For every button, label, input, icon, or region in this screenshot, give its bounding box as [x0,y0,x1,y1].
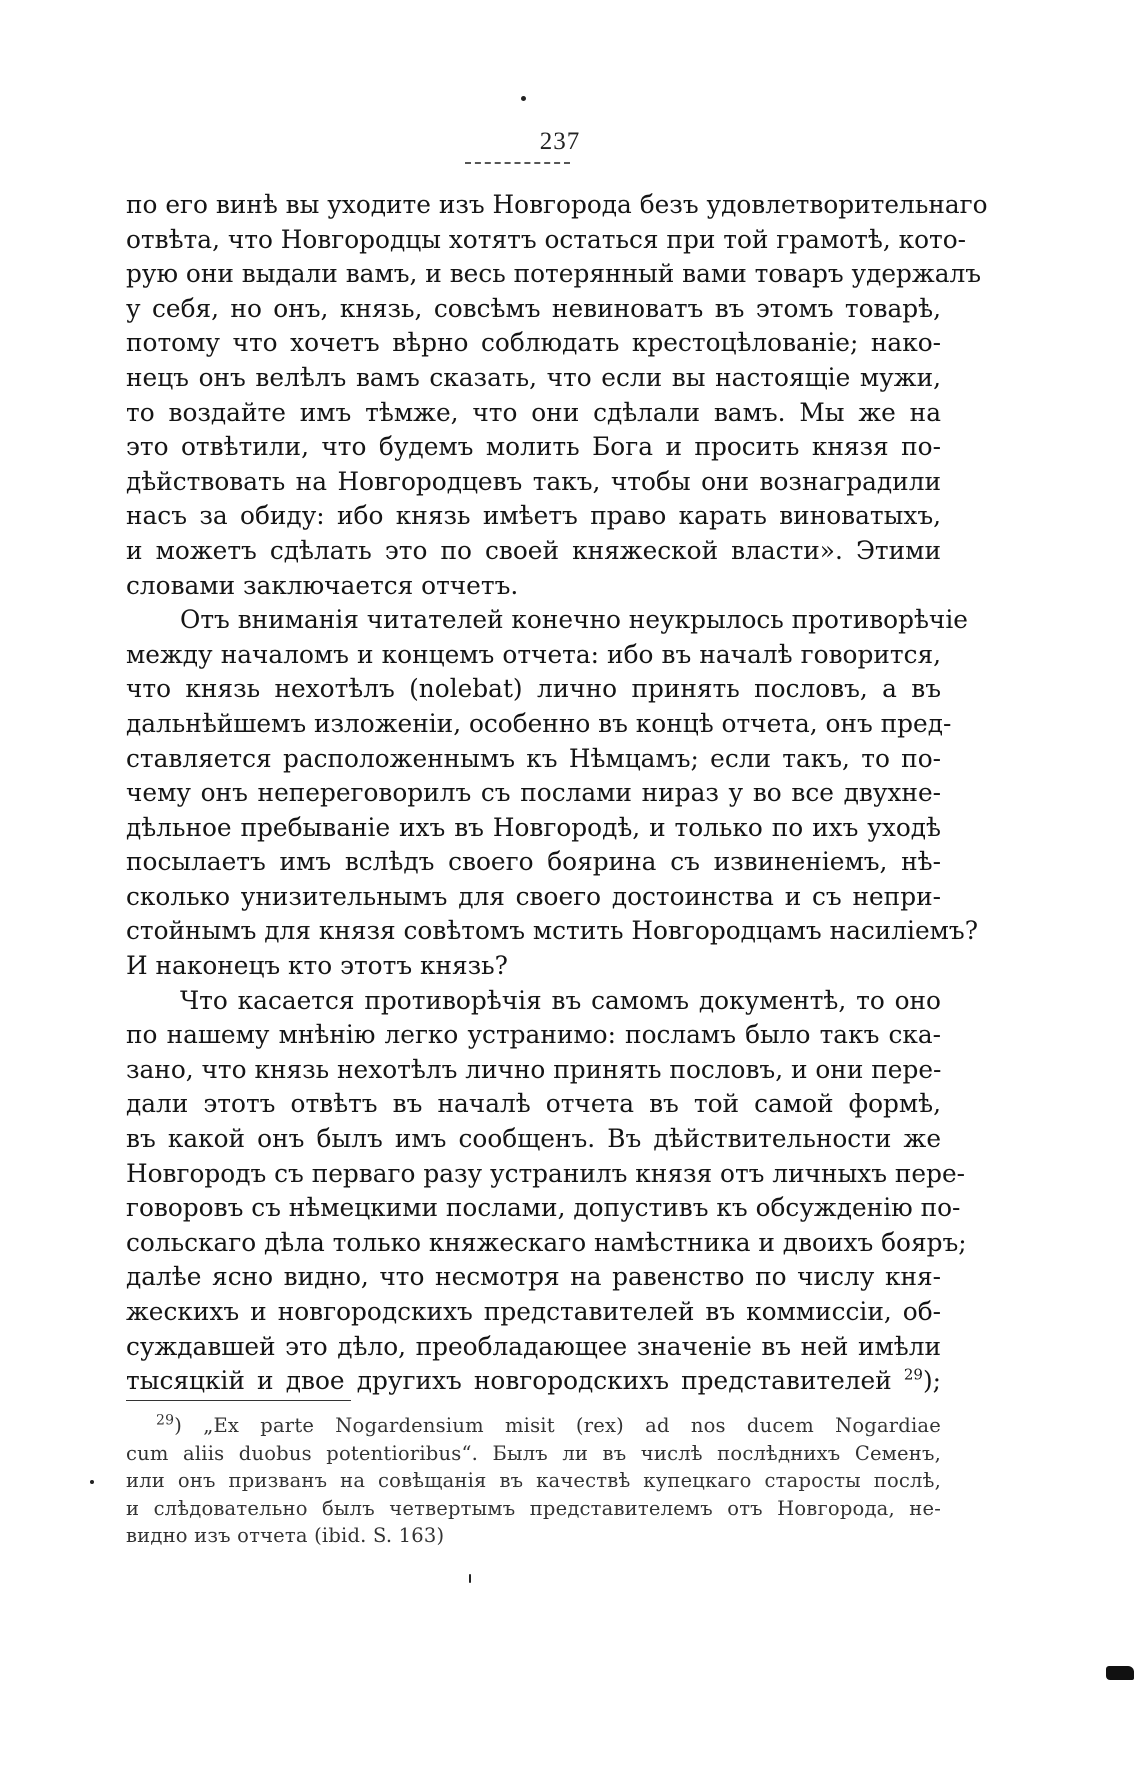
ink-speck [90,1480,94,1484]
main-text [126,188,988,1399]
text-line: И наконецъ кто этотъ князь? [126,951,508,981]
text-line: стойнымъ для князя совѣтомъ мстить Новгородцамъ насиліемъ? [126,916,979,946]
text-line: между началомъ и концемъ отчета: ибо въ началѣ говорится, [126,639,941,669]
text-line: дѣйствовать на Новгородцевъ такъ, чтобы они вознаградили [126,466,941,496]
ink-speck [469,1574,471,1583]
footnote-rule [126,1400,351,1401]
paragraph-2 [126,603,979,984]
text-line: тысяцкій и двое другихъ новгородскихъ представителей [126,1366,892,1396]
text-line: это отвѣтили, что будемъ молить Бога и просить князя по- [126,432,941,462]
text-line: по нашему мнѣнію легко устранимо: посламъ было такъ ска- [126,1020,941,1050]
text-line: у себя, но онъ, князь, совсѣмъ невиноватъ въ этомъ товарѣ, [126,293,941,323]
text-line: чему онъ непереговорилъ съ послами нираз у во все двухне- [126,778,941,808]
line-tail: ); [922,1366,941,1396]
text-line: сколько унизительнымъ для своего достоинства и съ непри- [126,881,941,911]
text-line: дѣльное пребываніе ихъ въ Новгородѣ, и только по ихъ уходѣ [126,812,941,842]
footnote-line: или онъ призванъ на совѣщанія въ качествѣ купецкаго старосты послѣ, [126,1469,941,1492]
footnote-line [126,1412,941,1440]
text-line: отвѣта, что Новгородцы хотятъ остаться при той грамотѣ, кото- [126,224,967,254]
text-line: суждавшей это дѣло, преобладающее значеніе въ ней имѣли [126,1331,941,1361]
text-line: посылаетъ имъ вслѣдъ своего боярина съ извиненіемъ, нѣ- [126,847,941,877]
text-line: далѣе ясно видно, что несмотря на равенство по числу кня- [126,1262,941,1292]
text-line: словами заключается отчетъ. [126,570,519,600]
text-line: то воздайте имъ тѣмже, что они сдѣлали вамъ. Мы же на [126,397,941,427]
text-line: Отъ вниманія читателей конечно неукрылось противорѣчіе [180,605,968,635]
footnotes [126,1412,941,1550]
text-line: насъ за обиду: ибо князь имѣетъ право карать виноватыхъ, [126,501,941,531]
text-line-with-footnote-ref [126,1364,941,1399]
paragraph-3 [126,984,967,1399]
ink-speck [521,96,526,101]
footnote-number: 29 [156,1412,175,1429]
footnote-line: и слѣдовательно былъ четвертымъ представителемъ отъ Новгорода, не- [126,1496,941,1520]
text-line: ставляется расположеннымъ къ Нѣмцамъ; если такъ, то по- [126,743,941,773]
header-rule [465,162,570,164]
text-line: что князь нехотѣлъ (nolebat) лично принять пословъ, а въ [126,674,941,704]
text-line: сольскаго дѣла только княжескаго намѣстника и двоихъ бояръ; [126,1227,967,1257]
text-line: и можетъ сдѣлать это по своей княжеской власти». Этими [126,535,941,565]
page-number: 237 [539,128,581,155]
text-line: Новгородъ съ перваго разу устранилъ князя отъ личныхъ пере- [126,1158,966,1188]
footnote-text: ) „Ex parte Nogardensium misit (rex) ad nos ducem Nogardiae [174,1414,941,1437]
text-line: жескихъ и новгородскихъ представителей въ коммиссіи, об- [126,1297,941,1326]
text-line: зано, что князь нехотѣлъ лично принять пословъ, и они пере- [126,1054,942,1084]
footnote-line: cum aliis duobus potentioribus“. Былъ ли въ числѣ послѣднихъ Семенъ, [126,1441,941,1465]
footnote-ref-mark: 29 [903,1365,923,1384]
text-line: по его винѣ вы уходите изъ Новгорода безъ удовлетворительнаго [126,190,988,219]
text-line: въ какой онъ былъ имъ сообщенъ. Въ дѣйствительности же [126,1124,941,1154]
paragraph-1 [126,188,988,603]
text-line: говоровъ съ нѣмецкими послами, допустивъ къ обсужденію по- [126,1193,961,1223]
text-line: дальнѣйшемъ изложеніи, особенно въ концѣ отчета, онъ пред- [126,708,952,738]
text-line: Что касается противорѣчія въ самомъ документѣ, то оно [180,985,941,1015]
text-line: нецъ онъ велѣлъ вамъ сказать, что если вы настоящіе мужи, [126,362,941,392]
text-line: потому что хочетъ вѣрно соблюдать крестоцѣлованіе; нако- [126,328,941,358]
text-line: дали этотъ отвѣтъ въ началѣ отчета въ той самой формѣ, [126,1089,941,1119]
text-line: рую они выдали вамъ, и весь потерянный вами товаръ удержалъ [126,259,982,289]
footnote-line: видно изъ отчета (ibid. S. 163) [126,1524,445,1547]
scan-edge-mark [1106,1666,1134,1680]
